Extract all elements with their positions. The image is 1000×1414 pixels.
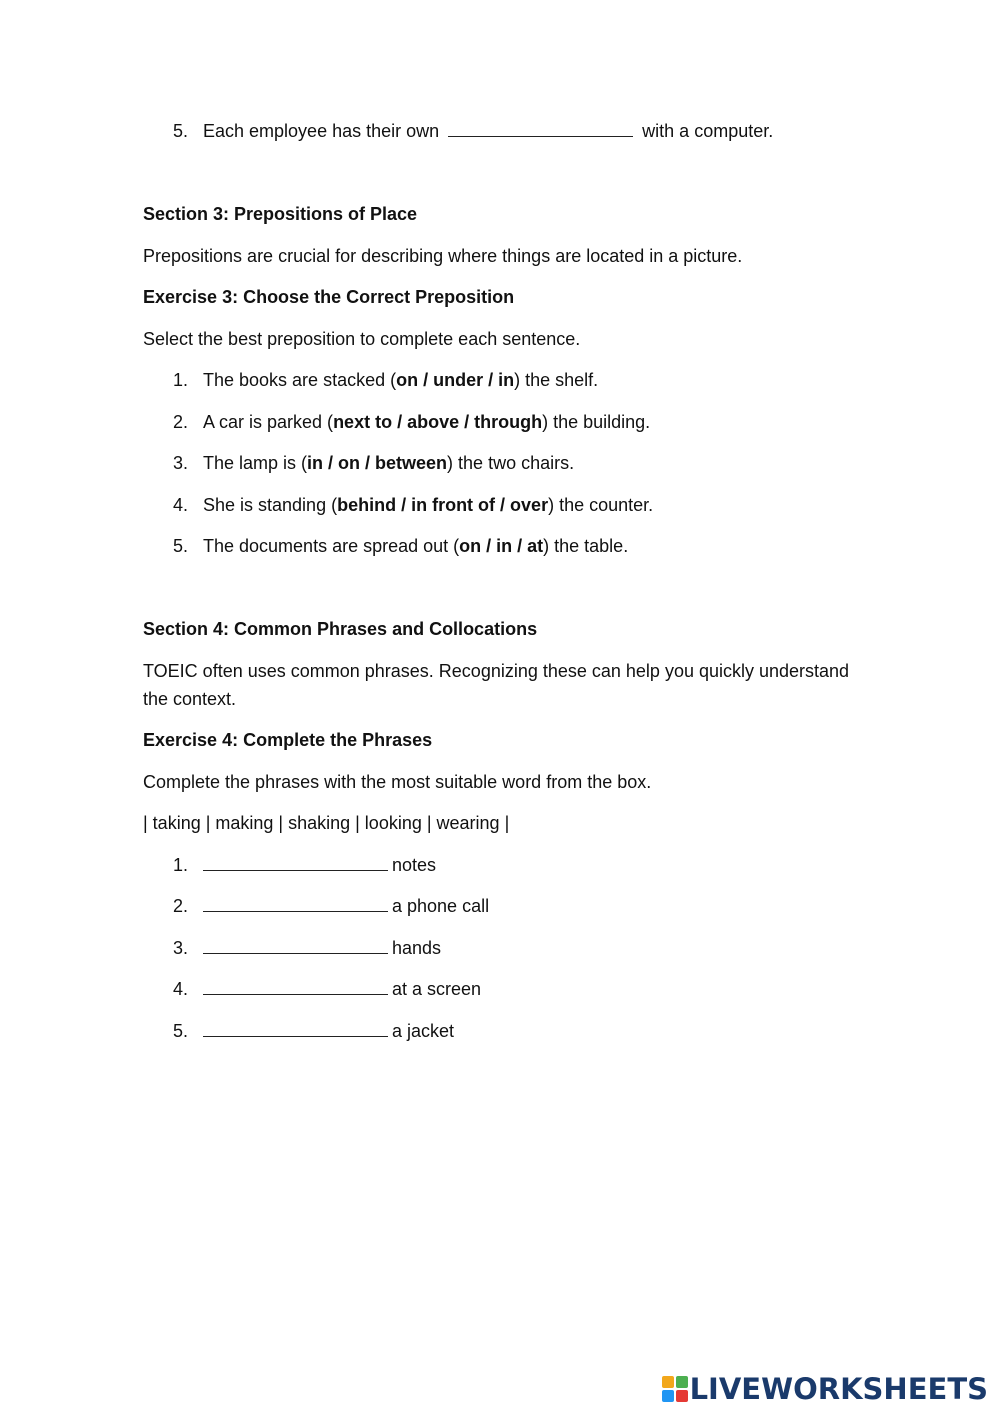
preposition-options[interactable]: on / under / in: [396, 370, 515, 390]
logo-mark-icon: [662, 1376, 688, 1402]
item-number: 3.: [173, 453, 189, 473]
item-text-after: ) the counter.: [548, 495, 654, 515]
word-box: | taking | making | shaking | looking | wearing |: [143, 813, 510, 833]
item-text-after: a phone call: [392, 896, 490, 916]
item-number: 3.: [173, 938, 189, 958]
item-number: 2.: [173, 412, 189, 432]
answer-blank[interactable]: [448, 118, 633, 137]
exercise4-instruction: Complete the phrases with the most suitable word from the box.: [143, 772, 652, 792]
item-text-after: ) the table.: [543, 536, 629, 556]
item-text-after: ) the two chairs.: [447, 453, 575, 473]
liveworksheets-logo: [662, 1372, 988, 1406]
item-text-after: hands: [392, 938, 442, 958]
item-text-after: at a screen: [392, 979, 482, 999]
logo-tile-icon: [676, 1390, 688, 1402]
item-number: 1.: [173, 855, 189, 875]
item-number: 2.: [173, 896, 189, 916]
answer-blank[interactable]: [203, 976, 388, 995]
answer-blank[interactable]: [203, 1018, 388, 1037]
preposition-options[interactable]: behind / in front of / over: [337, 495, 549, 515]
answer-blank[interactable]: [203, 935, 388, 954]
item-number: 1.: [173, 370, 189, 390]
item-number: 5.: [173, 121, 189, 141]
item-text-after: ) the building.: [542, 412, 651, 432]
item-number: 5.: [173, 536, 189, 556]
item-number: 5.: [173, 1021, 189, 1041]
item-text-before: She is standing (: [203, 495, 338, 515]
item-text-before: A car is parked (: [203, 412, 334, 432]
item-number: 4.: [173, 495, 189, 515]
section4-intro-line1: TOEIC often uses common phrases. Recognizing these can help you quickly understand: [143, 661, 850, 681]
logo-text: LIVEWORKSHEETS: [689, 1372, 988, 1406]
section4-intro-line2: the context.: [143, 689, 237, 709]
item-number: 4.: [173, 979, 189, 999]
preposition-options[interactable]: next to / above / through: [333, 412, 543, 432]
preposition-options[interactable]: in / on / between: [307, 453, 448, 473]
section3-heading: Section 3: Prepositions of Place: [143, 204, 418, 224]
item-text-before: The lamp is (: [203, 453, 308, 473]
exercise3-title: Exercise 3: Choose the Correct Preposition: [143, 287, 515, 307]
exercise4-title: Exercise 4: Complete the Phrases: [143, 730, 433, 750]
answer-blank[interactable]: [203, 852, 388, 871]
logo-tile-icon: [676, 1376, 688, 1388]
item-text-before: Each employee has their own: [203, 121, 440, 141]
item-text-after: with a computer.: [642, 121, 774, 141]
item-text-after: ) the shelf.: [514, 370, 599, 390]
section4-heading: Section 4: Common Phrases and Collocations: [143, 619, 538, 639]
item-text-before: The books are stacked (: [203, 370, 397, 390]
exercise3-instruction: Select the best preposition to complete each sentence.: [143, 329, 581, 349]
logo-tile-icon: [662, 1390, 674, 1402]
logo-tile-icon: [662, 1376, 674, 1388]
answer-blank[interactable]: [203, 893, 388, 912]
item-text-before: The documents are spread out (: [203, 536, 460, 556]
item-text-after: notes: [392, 855, 437, 875]
preposition-options[interactable]: on / in / at: [459, 536, 544, 556]
section3-intro: Prepositions are crucial for describing where things are located in a picture.: [143, 246, 743, 266]
item-text-after: a jacket: [392, 1021, 455, 1041]
